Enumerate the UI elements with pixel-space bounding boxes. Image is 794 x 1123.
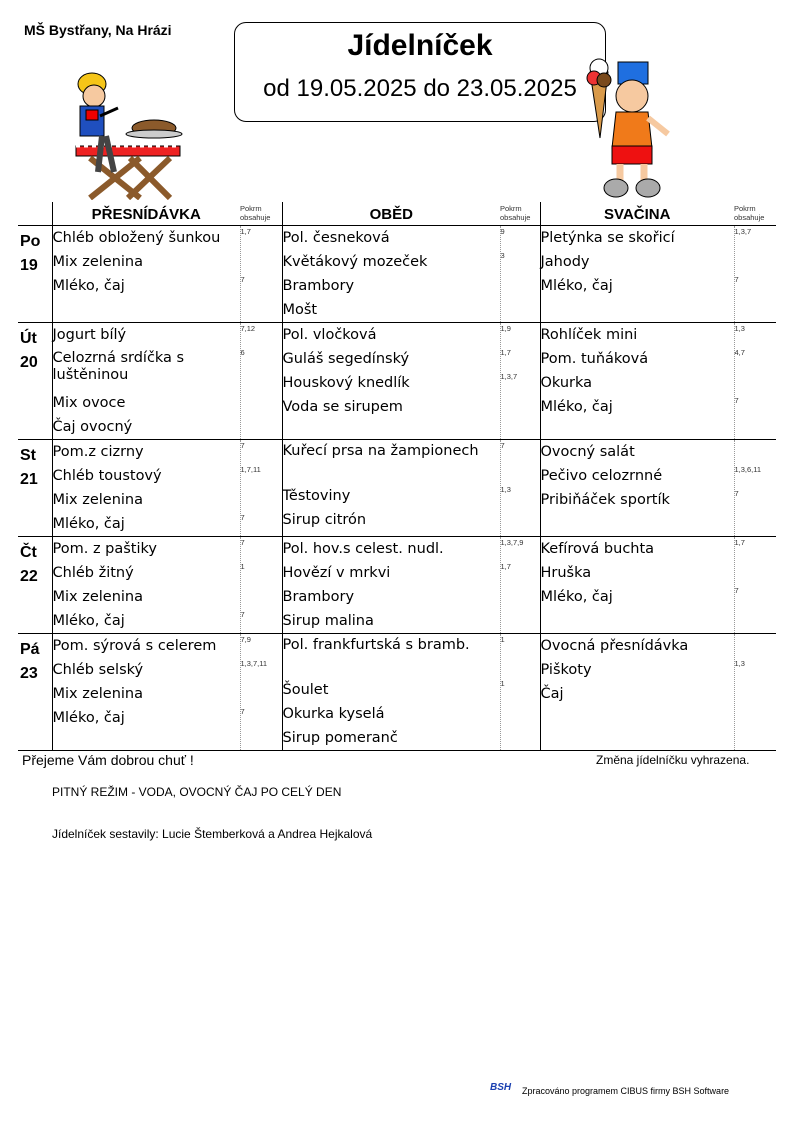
dish-name: Jogurt bílý — [52, 327, 127, 343]
allergen-codes: 6 — [240, 348, 245, 357]
allergen-codes — [501, 702, 540, 726]
lunch-cell — [282, 226, 500, 323]
allergen-codes — [735, 682, 777, 706]
dish-name: Jahody — [540, 254, 590, 270]
dish-name: Mléko, čaj — [52, 516, 125, 532]
allergen-codes: 1,3 — [500, 485, 511, 494]
allergen-codes: 7 — [240, 538, 245, 547]
allergen-header — [240, 202, 282, 226]
dish-name: Sirup malina — [282, 613, 374, 629]
dish-name: Hruška — [540, 565, 592, 581]
allergen-codes — [501, 585, 540, 609]
day-row — [18, 323, 776, 440]
page-title: Jídelníček — [347, 29, 493, 62]
allergen-codes — [501, 274, 540, 298]
boy-icecream-illustration — [582, 38, 678, 202]
allergen-codes: 7 — [240, 707, 245, 716]
day-cell — [18, 226, 52, 323]
allergen-codes: 1,7 — [240, 227, 251, 236]
dish-name: Ovocný salát — [540, 444, 635, 460]
allergen-codes: 9 — [500, 227, 505, 236]
allergen-codes — [501, 395, 540, 419]
menu-table — [18, 202, 776, 751]
day-number: 19 — [20, 257, 38, 274]
dish-name: Mix ovoce — [52, 395, 126, 411]
allergen-codes — [241, 585, 282, 609]
snack-allergen-cell — [734, 634, 776, 751]
allergen-codes: 1 — [240, 562, 245, 571]
breakfast-cell — [52, 323, 240, 440]
allergen-header-label-2: obsahuje — [734, 213, 765, 222]
allergen-codes — [735, 561, 777, 585]
dish-name: Mléko, čaj — [540, 399, 613, 415]
boy-picnic-illustration — [70, 68, 192, 200]
date-range: od 19.05.2025 do 23.05.2025 — [263, 75, 577, 102]
lunch-allergen-cell — [500, 323, 540, 440]
dish-name: Houskový knedlík — [282, 375, 410, 391]
allergen-codes — [501, 609, 540, 633]
allergen-codes: 1,3,6,11 — [734, 465, 762, 474]
allergen-codes: 3 — [500, 251, 505, 260]
allergen-codes: 7 — [240, 441, 245, 450]
allergen-codes: 1,3,7 — [734, 227, 752, 236]
dish-name: Čaj — [540, 686, 564, 702]
dish-name: Piškoty — [540, 662, 592, 678]
allergen-header — [734, 202, 776, 226]
dish-name: Mix zelenina — [52, 254, 144, 270]
bsh-logo: BSH — [490, 1082, 512, 1093]
allergen-header-label-2: obsahuje — [240, 213, 271, 222]
wish-text: Přejeme Vám dobrou chuť ! — [22, 752, 194, 768]
allergen-codes: 1 — [500, 635, 505, 644]
day-number: 23 — [20, 665, 38, 682]
dish-name: Hovězí v mrkvi — [282, 565, 391, 581]
dish-name: Pom. tuňáková — [540, 351, 649, 367]
allergen-codes: 1,7 — [500, 562, 511, 571]
dish-name: Brambory — [282, 589, 355, 605]
day-abbr: Po — [20, 233, 41, 250]
allergen-codes: 7 — [500, 441, 505, 450]
lunch-allergen-cell — [500, 440, 540, 537]
day-abbr: Pá — [20, 641, 40, 658]
breakfast-cell — [52, 537, 240, 634]
dish-name: Sirup pomeranč — [282, 730, 398, 746]
allergen-codes: 1,3,7 — [500, 372, 518, 381]
dish-name: Mix zelenina — [52, 492, 144, 508]
dish-name: Mléko, čaj — [52, 278, 125, 294]
dish-name: Mošt — [282, 302, 318, 318]
breakfast-allergen-cell — [240, 323, 282, 440]
allergen-codes — [735, 371, 777, 395]
snack-allergen-cell — [734, 440, 776, 537]
allergen-codes: 7 — [240, 513, 245, 522]
allergen-codes: 7,12 — [240, 324, 256, 333]
dish-name: Těstoviny — [282, 488, 351, 504]
day-row — [18, 440, 776, 537]
allergen-codes: 7 — [240, 275, 245, 284]
snack-cell — [540, 634, 734, 751]
day-number: 20 — [20, 354, 38, 371]
dish-name: Brambory — [282, 278, 355, 294]
allergen-codes: 7 — [734, 275, 739, 284]
dish-name: Pol. česneková — [282, 230, 390, 246]
dish-name: Sirup citrón — [282, 512, 367, 528]
dish-name: Čaj ovocný — [52, 419, 133, 435]
dish-name: Pol. hov.s celest. nudl. — [282, 541, 444, 557]
allergen-codes: 1 — [500, 679, 505, 688]
breakfast-allergen-cell — [240, 634, 282, 751]
allergen-codes — [241, 391, 282, 415]
allergen-header — [500, 202, 540, 226]
allergen-header-label-2: obsahuje — [500, 213, 531, 222]
change-notice: Změna jídelníčku vyhrazena. — [596, 753, 750, 767]
breakfast-header: PŘESNÍDÁVKA — [52, 202, 240, 226]
software-credit: Zpracováno programem CIBUS firmy BSH Software — [522, 1086, 730, 1096]
dish-name: Mléko, čaj — [52, 710, 125, 726]
dish-name: Pol. frankfurtská s bramb. — [282, 637, 470, 653]
allergen-codes — [735, 634, 777, 658]
breakfast-cell — [52, 226, 240, 323]
dish-name: Okurka kyselá — [282, 706, 385, 722]
day-number: 21 — [20, 471, 38, 488]
allergen-codes: 1,3,7,9 — [500, 538, 524, 547]
allergen-codes: 4,7 — [734, 348, 745, 357]
dish-name: Mléko, čaj — [540, 278, 613, 294]
dish-name: Květákový mozeček — [282, 254, 428, 270]
allergen-codes: 7 — [240, 610, 245, 619]
snack-allergen-cell — [734, 226, 776, 323]
dish-name: Chléb žitný — [52, 565, 134, 581]
allergen-codes: 1,3,7,11 — [240, 659, 268, 668]
snack-allergen-cell — [734, 323, 776, 440]
allergen-codes — [241, 488, 282, 512]
dish-name: Celozrná srdíčka s luštěninou — [52, 350, 185, 383]
lunch-allergen-cell — [500, 537, 540, 634]
day-cell — [18, 634, 52, 751]
dish-name: Mléko, čaj — [540, 589, 613, 605]
day-cell — [18, 537, 52, 634]
breakfast-cell — [52, 440, 240, 537]
allergen-codes — [501, 298, 540, 322]
drinking-regime: PITNÝ REŽIM - VODA, OVOCNÝ ČAJ PO CELÝ DEN — [52, 785, 342, 799]
day-row — [18, 634, 776, 751]
lunch-allergen-cell — [500, 226, 540, 323]
day-row — [18, 226, 776, 323]
allergen-header-label-1: Pokrm — [734, 204, 756, 213]
allergen-codes — [241, 682, 282, 706]
dish-name: Rohlíček mini — [540, 327, 638, 343]
lunch-header: OBĚD — [282, 202, 500, 226]
dish-name: Chléb obložený šunkou — [52, 230, 221, 246]
day-header — [18, 202, 52, 226]
allergen-codes: 7,9 — [240, 635, 251, 644]
snack-cell — [540, 226, 734, 323]
school-name: MŠ Bystřany, Na Hrázi — [24, 22, 172, 38]
allergen-codes: 7 — [734, 396, 739, 405]
day-row — [18, 537, 776, 634]
day-abbr: Čt — [20, 544, 37, 561]
lunch-cell — [282, 537, 500, 634]
snack-allergen-cell — [734, 537, 776, 634]
dish-name: Pom. sýrová s celerem — [52, 638, 217, 654]
dish-name: Kuřecí prsa na žampionech — [282, 443, 479, 459]
dish-name: Mix zelenina — [52, 589, 144, 605]
dish-name: Mléko, čaj — [52, 613, 125, 629]
dish-name: Pom.z cizrny — [52, 444, 144, 460]
allergen-codes: 7 — [734, 489, 739, 498]
dish-name: Šoulet — [282, 682, 329, 698]
menu-body — [18, 226, 776, 751]
allergen-codes — [501, 508, 540, 532]
day-abbr: Út — [20, 330, 37, 347]
dish-name: Chléb toustový — [52, 468, 162, 484]
dish-name: Pom. z paštiky — [52, 541, 157, 557]
snack-cell — [540, 323, 734, 440]
allergen-codes — [735, 250, 777, 274]
allergen-codes — [735, 440, 777, 464]
lunch-cell — [282, 440, 500, 537]
day-number: 22 — [20, 568, 38, 585]
breakfast-allergen-cell — [240, 440, 282, 537]
menu-authors: Jídelníček sestavily: Lucie Štemberková a Andrea Hejkalová — [52, 827, 373, 841]
allergen-codes: 1,3 — [734, 659, 745, 668]
dish-name: Okurka — [540, 375, 593, 391]
breakfast-allergen-cell — [240, 537, 282, 634]
allergen-codes — [241, 250, 282, 274]
snack-cell — [540, 537, 734, 634]
day-abbr: St — [20, 447, 36, 464]
dish-name: Pol. vločková — [282, 327, 377, 343]
dish-name: Pečivo celozrnné — [540, 468, 663, 484]
dish-name: Pribiňáček sportík — [540, 492, 670, 508]
title-box — [234, 22, 606, 122]
dish-name: Voda se sirupem — [282, 399, 403, 415]
allergen-codes: 1,7 — [734, 538, 745, 547]
allergen-codes: 1,7 — [500, 348, 511, 357]
lunch-cell — [282, 634, 500, 751]
day-cell — [18, 440, 52, 537]
lunch-allergen-cell — [500, 634, 540, 751]
dish-name: Mix zelenina — [52, 686, 144, 702]
dish-name: Pletýnka se skořicí — [540, 230, 675, 246]
allergen-codes: 1,3 — [734, 324, 745, 333]
allergen-codes: 7 — [734, 586, 739, 595]
snack-header: SVAČINA — [540, 202, 734, 226]
dish-name: Guláš segedínský — [282, 351, 410, 367]
allergen-codes — [501, 726, 540, 750]
allergen-codes — [241, 415, 282, 439]
dish-name: Kefírová buchta — [540, 541, 655, 557]
breakfast-allergen-cell — [240, 226, 282, 323]
snack-cell — [540, 440, 734, 537]
lunch-cell — [282, 323, 500, 440]
allergen-header-label-1: Pokrm — [240, 204, 262, 213]
breakfast-cell — [52, 634, 240, 751]
allergen-codes: 1,9 — [500, 324, 511, 333]
day-cell — [18, 323, 52, 440]
allergen-header-label-1: Pokrm — [500, 204, 522, 213]
dish-name: Ovocná přesnídávka — [540, 638, 689, 654]
dish-name: Chléb selský — [52, 662, 144, 678]
allergen-codes: 1,7,11 — [240, 465, 261, 474]
